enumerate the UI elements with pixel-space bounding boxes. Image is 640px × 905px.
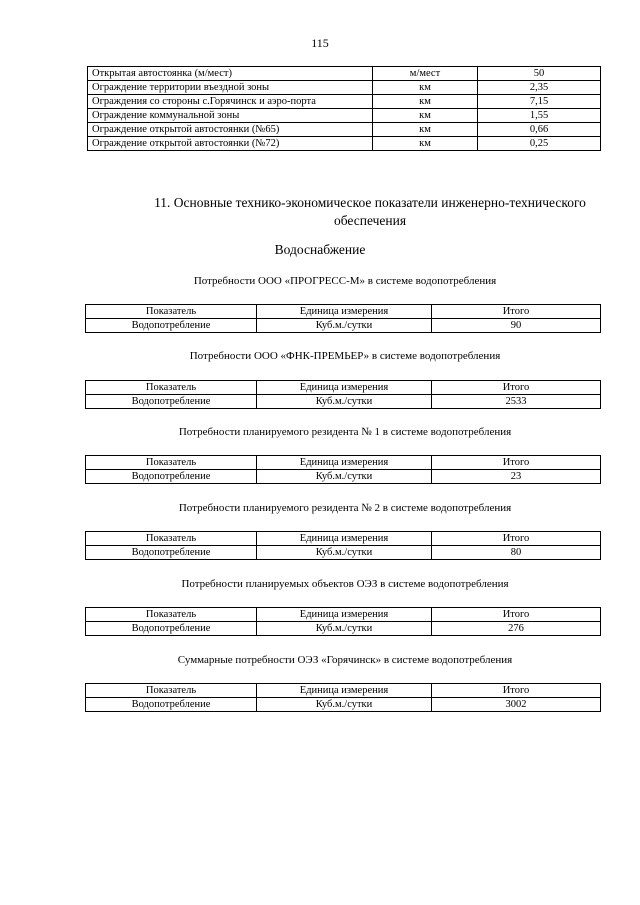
row-unit: м/мест xyxy=(373,67,478,81)
row-name: Ограждение коммунальной зоны xyxy=(88,109,373,123)
page-number: 115 xyxy=(311,36,329,50)
table-header-row xyxy=(86,608,601,622)
row-unit: км xyxy=(373,81,478,95)
header-indicator: Показатель xyxy=(86,532,257,546)
header-indicator: Показатель xyxy=(86,456,257,470)
section-heading: 11. Основные технико-экономическое показатели инженерно-технического обеспечения xyxy=(154,195,586,228)
table-header-row xyxy=(86,684,601,698)
table-row xyxy=(88,109,601,123)
header-indicator: Показатель xyxy=(86,305,257,319)
header-total: Итого xyxy=(432,381,601,395)
table-row xyxy=(88,123,601,137)
row-indicator: Водопотребление xyxy=(86,470,257,484)
row-unit: Куб.м./сутки xyxy=(257,319,432,333)
row-indicator: Водопотребление xyxy=(86,546,257,560)
block-caption: Потребности планируемого резидента № 1 в системе водопотребления xyxy=(178,426,512,438)
table-header-row xyxy=(86,381,601,395)
row-name: Ограждение открытой автостоянки (№72) xyxy=(88,137,373,151)
row-value: 1,55 xyxy=(478,109,601,123)
header-total: Итого xyxy=(432,305,601,319)
row-value: 50 xyxy=(478,67,601,81)
table-header-row xyxy=(86,456,601,470)
header-total: Итого xyxy=(432,684,601,698)
row-total: 3002 xyxy=(432,698,601,712)
row-total: 23 xyxy=(432,470,601,484)
row-unit: км xyxy=(373,95,478,109)
row-name: Ограждение открытой автостоянки (№65) xyxy=(88,123,373,137)
block-caption: Суммарные потребности ОЭЗ «Горячинск» в системе водопотребления xyxy=(177,654,513,666)
header-unit: Единица измерения xyxy=(257,305,432,319)
table-row xyxy=(86,470,601,484)
water-consumption-table xyxy=(85,531,601,560)
table-row xyxy=(88,95,601,109)
row-unit: км xyxy=(373,123,478,137)
water-consumption-table xyxy=(85,683,601,712)
row-value: 2,35 xyxy=(478,81,601,95)
header-indicator: Показатель xyxy=(86,684,257,698)
header-unit: Единица измерения xyxy=(257,684,432,698)
row-total: 276 xyxy=(432,622,601,636)
row-unit: Куб.м./сутки xyxy=(257,698,432,712)
row-unit: Куб.м./сутки xyxy=(257,395,432,409)
water-consumption-table xyxy=(85,607,601,636)
row-unit: Куб.м./сутки xyxy=(257,622,432,636)
block-caption: Потребности планируемых объектов ОЭЗ в системе водопотребления xyxy=(181,578,509,590)
row-total: 80 xyxy=(432,546,601,560)
water-consumption-table xyxy=(85,380,601,409)
table-row xyxy=(86,546,601,560)
block-caption: Потребности ООО «ПРОГРЕСС-М» в системе водопотребления xyxy=(193,275,497,287)
table-row xyxy=(86,395,601,409)
subsection-title: Водоснабжение xyxy=(274,242,366,257)
row-unit: км xyxy=(373,137,478,151)
table-header-row xyxy=(86,305,601,319)
header-total: Итого xyxy=(432,456,601,470)
row-indicator: Водопотребление xyxy=(86,698,257,712)
header-unit: Единица измерения xyxy=(257,608,432,622)
row-unit: Куб.м./сутки xyxy=(257,470,432,484)
row-indicator: Водопотребление xyxy=(86,319,257,333)
table-row xyxy=(86,622,601,636)
row-total: 2533 xyxy=(432,395,601,409)
row-name: Ограждение территории въездной зоны xyxy=(88,81,373,95)
row-total: 90 xyxy=(432,319,601,333)
block-caption: Потребности ООО «ФНК-ПРЕМЬЕР» в системе водопотребления xyxy=(189,350,501,362)
row-value: 7,15 xyxy=(478,95,601,109)
row-unit: км xyxy=(373,109,478,123)
table-row xyxy=(86,319,601,333)
header-unit: Единица измерения xyxy=(257,532,432,546)
infrastructure-table xyxy=(87,66,601,151)
header-total: Итого xyxy=(432,532,601,546)
block-caption: Потребности планируемого резидента № 2 в системе водопотребления xyxy=(178,502,512,514)
table-row xyxy=(88,67,601,81)
row-indicator: Водопотребление xyxy=(86,622,257,636)
header-unit: Единица измерения xyxy=(257,381,432,395)
table-row xyxy=(88,81,601,95)
table-row xyxy=(86,698,601,712)
row-name: Открытая автостоянка (м/мест) xyxy=(88,67,373,81)
header-indicator: Показатель xyxy=(86,608,257,622)
water-consumption-table xyxy=(85,455,601,484)
row-name: Ограждения со стороны с.Горячинск и аэро-порта xyxy=(88,95,373,109)
header-indicator: Показатель xyxy=(86,381,257,395)
row-indicator: Водопотребление xyxy=(86,395,257,409)
row-value: 0,25 xyxy=(478,137,601,151)
header-total: Итого xyxy=(432,608,601,622)
water-consumption-table xyxy=(85,304,601,333)
row-unit: Куб.м./сутки xyxy=(257,546,432,560)
table-header-row xyxy=(86,532,601,546)
row-value: 0,66 xyxy=(478,123,601,137)
table-row xyxy=(88,137,601,151)
header-unit: Единица измерения xyxy=(257,456,432,470)
